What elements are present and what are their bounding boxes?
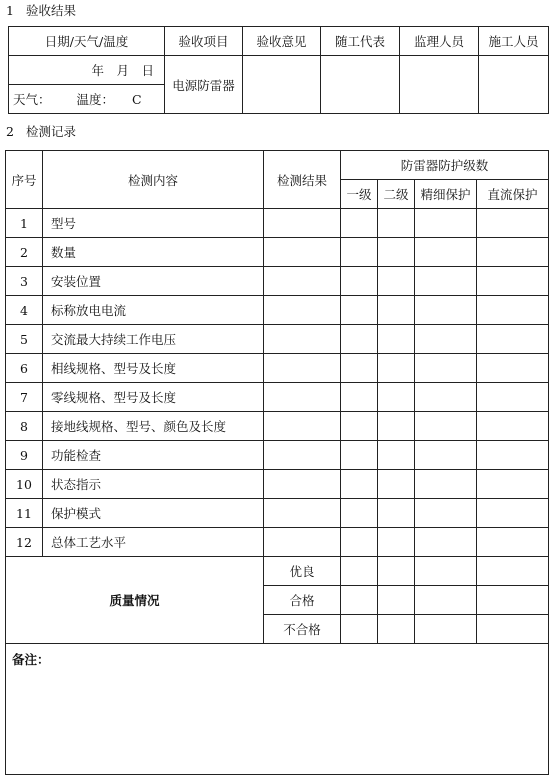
temperature-label: 温度： — [76, 92, 115, 107]
row-number: 8 — [6, 412, 43, 441]
row-blank-cell — [264, 412, 341, 441]
row-blank-cell — [378, 238, 415, 267]
supervisor-cell — [400, 56, 479, 114]
header-representative: 随工代表 — [321, 27, 400, 56]
row-blank-cell — [264, 383, 341, 412]
table-row — [6, 412, 549, 441]
row-number: 7 — [6, 383, 43, 412]
row-blank-cell — [378, 267, 415, 296]
row-blank-cell — [264, 470, 341, 499]
temperature-unit: C — [132, 92, 142, 107]
weather-label: 天气： — [13, 92, 51, 107]
row-blank-cell — [378, 528, 415, 557]
header-level-fine: 精细保护 — [415, 180, 477, 209]
quality-fail-cell — [341, 615, 378, 644]
row-blank-cell — [477, 238, 549, 267]
row-blank-cell — [264, 238, 341, 267]
row-blank-cell — [378, 209, 415, 238]
quality-pass-cell — [477, 586, 549, 615]
row-blank-cell — [477, 412, 549, 441]
row-item: 保护模式 — [43, 499, 264, 528]
inspection-table — [5, 150, 549, 775]
opinion-cell — [243, 56, 321, 114]
row-number: 4 — [6, 296, 43, 325]
quality-excellent-cell — [341, 557, 378, 586]
row-number: 6 — [6, 354, 43, 383]
weather-temp-cell — [9, 85, 165, 114]
table-row — [6, 383, 549, 412]
quality-pass-cell — [378, 586, 415, 615]
quality-fail-cell — [378, 615, 415, 644]
row-blank-cell — [378, 470, 415, 499]
quality-pass-cell — [415, 586, 477, 615]
header-level-2: 二级 — [378, 180, 415, 209]
row-blank-cell — [341, 325, 378, 354]
row-blank-cell — [415, 499, 477, 528]
quality-fail-cell — [415, 615, 477, 644]
quality-grade-excellent: 优良 — [264, 557, 341, 586]
row-blank-cell — [378, 383, 415, 412]
row-blank-cell — [477, 209, 549, 238]
row-item: 总体工艺水平 — [43, 528, 264, 557]
row-blank-cell — [341, 209, 378, 238]
row-blank-cell — [415, 441, 477, 470]
row-blank-cell — [341, 470, 378, 499]
acceptance-table — [8, 26, 549, 114]
row-blank-cell — [415, 470, 477, 499]
row-blank-cell — [415, 325, 477, 354]
header-result: 检测结果 — [264, 151, 341, 209]
table-row — [6, 209, 549, 238]
header-protection-level: 防雷器防护级数 — [341, 151, 549, 180]
row-blank-cell — [341, 267, 378, 296]
quality-excellent-cell — [378, 557, 415, 586]
row-blank-cell — [415, 267, 477, 296]
header-level-1: 一级 — [341, 180, 378, 209]
row-blank-cell — [415, 296, 477, 325]
row-blank-cell — [341, 238, 378, 267]
row-blank-cell — [378, 441, 415, 470]
row-item: 标称放电电流 — [43, 296, 264, 325]
row-blank-cell — [477, 470, 549, 499]
row-item: 状态指示 — [43, 470, 264, 499]
row-blank-cell — [264, 528, 341, 557]
constructor-cell — [479, 56, 549, 114]
row-blank-cell — [341, 499, 378, 528]
row-blank-cell — [477, 383, 549, 412]
row-blank-cell — [264, 296, 341, 325]
header-supervisor: 监理人员 — [400, 27, 479, 56]
row-item: 相线规格、型号及长度 — [43, 354, 264, 383]
row-blank-cell — [378, 296, 415, 325]
section2-title: 2 检测记录 — [6, 124, 76, 139]
row-item: 零线规格、型号及长度 — [43, 383, 264, 412]
table-row — [6, 499, 549, 528]
row-blank-cell — [477, 441, 549, 470]
row-blank-cell — [477, 267, 549, 296]
row-blank-cell — [264, 325, 341, 354]
row-blank-cell — [477, 325, 549, 354]
table-row — [6, 354, 549, 383]
row-blank-cell — [378, 354, 415, 383]
row-blank-cell — [415, 209, 477, 238]
row-blank-cell — [264, 209, 341, 238]
header-level-dc: 直流保护 — [477, 180, 549, 209]
row-blank-cell — [341, 412, 378, 441]
table-row — [6, 238, 549, 267]
row-item: 安装位置 — [43, 267, 264, 296]
remarks-cell — [6, 644, 549, 775]
row-blank-cell — [477, 499, 549, 528]
row-number: 5 — [6, 325, 43, 354]
row-blank-cell — [415, 354, 477, 383]
header-content: 检测内容 — [43, 151, 264, 209]
quality-excellent-cell — [415, 557, 477, 586]
row-blank-cell — [341, 354, 378, 383]
row-blank-cell — [341, 441, 378, 470]
row-blank-cell — [341, 383, 378, 412]
row-number: 11 — [6, 499, 43, 528]
row-blank-cell — [477, 296, 549, 325]
header-project: 验收项目 — [165, 27, 243, 56]
row-number: 2 — [6, 238, 43, 267]
row-blank-cell — [264, 499, 341, 528]
row-number: 10 — [6, 470, 43, 499]
row-number: 12 — [6, 528, 43, 557]
quality-fail-cell — [477, 615, 549, 644]
row-blank-cell — [415, 528, 477, 557]
header-date-weather-temp: 日期/天气/温度 — [9, 27, 165, 56]
representative-cell — [321, 56, 400, 114]
row-item: 接地线规格、型号、颜色及长度 — [43, 412, 264, 441]
row-blank-cell — [415, 412, 477, 441]
quality-excellent-cell — [477, 557, 549, 586]
row-blank-cell — [341, 296, 378, 325]
row-item: 交流最大持续工作电压 — [43, 325, 264, 354]
row-blank-cell — [378, 325, 415, 354]
table-row — [6, 267, 549, 296]
table-row — [6, 441, 549, 470]
row-item: 型号 — [43, 209, 264, 238]
section1-title: 1 验收结果 — [6, 3, 76, 18]
inspection-rows — [6, 209, 549, 557]
row-number: 9 — [6, 441, 43, 470]
table-row — [6, 325, 549, 354]
table-row — [6, 528, 549, 557]
row-blank-cell — [415, 238, 477, 267]
row-blank-cell — [264, 441, 341, 470]
row-blank-cell — [378, 499, 415, 528]
row-blank-cell — [264, 267, 341, 296]
row-item: 数量 — [43, 238, 264, 267]
quality-pass-cell — [341, 586, 378, 615]
quality-label: 质量情况 — [6, 557, 264, 644]
header-seq: 序号 — [6, 151, 43, 209]
row-number: 1 — [6, 209, 43, 238]
quality-grade-pass: 合格 — [264, 586, 341, 615]
table-row — [6, 296, 549, 325]
row-blank-cell — [378, 412, 415, 441]
table-row — [6, 470, 549, 499]
date-cell: 年 月 日 — [9, 56, 165, 85]
quality-grade-fail: 不合格 — [264, 615, 341, 644]
row-blank-cell — [477, 528, 549, 557]
row-blank-cell — [477, 354, 549, 383]
row-blank-cell — [415, 383, 477, 412]
remarks-label: 备注： — [12, 652, 50, 667]
row-blank-cell — [341, 528, 378, 557]
row-blank-cell — [264, 354, 341, 383]
row-item: 功能检查 — [43, 441, 264, 470]
header-opinion: 验收意见 — [243, 27, 321, 56]
project-value-cell: 电源防雷器 — [165, 56, 243, 114]
row-number: 3 — [6, 267, 43, 296]
header-constructor: 施工人员 — [479, 27, 549, 56]
